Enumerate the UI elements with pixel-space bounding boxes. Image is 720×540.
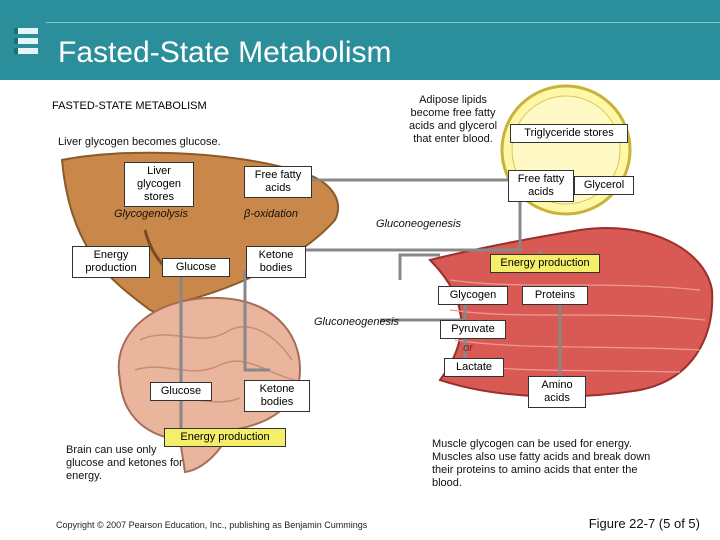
energy-brain-box: Energy production (164, 428, 286, 447)
slide-logo-icon (14, 28, 38, 62)
slide-title: Fasted-State Metabolism (58, 36, 392, 69)
gluconeogenesis-top-label: Gluconeogenesis (376, 218, 462, 230)
amino-acids-box: Amino acids (528, 376, 586, 408)
header-rule (46, 22, 720, 23)
ketone-liver-box: Ketone bodies (246, 246, 306, 278)
glucose-brain-box: Glucose (150, 382, 212, 401)
or-label: or (463, 342, 473, 354)
triglyceride-box: Triglyceride stores (510, 124, 628, 143)
fasted-state-label: FASTED-STATE METABOLISM (48, 98, 240, 115)
copyright-notice: Copyright © 2007 Pearson Education, Inc., publishing as Benjamin Cummings (56, 520, 368, 530)
ffa-liver-box: Free fatty acids (244, 166, 312, 198)
glucose-liver-box: Glucose (162, 258, 230, 277)
beta-oxidation-label: β-oxidation (244, 208, 298, 220)
energy-liver-box: Energy production (72, 246, 150, 278)
slide-header (0, 0, 720, 80)
muscle-glycogen-box: Glycogen (438, 286, 508, 305)
diagram-canvas (0, 80, 720, 540)
liver-glycogen-box: Liver glycogen stores (124, 162, 194, 207)
adipose-caption: Adipose lipids become free fatty acids and glycerol that enter blood. (408, 94, 498, 145)
figure-number: Figure 22-7 (5 of 5) (588, 516, 700, 531)
muscle-caption: Muscle glycogen can be used for energy. Muscles also use fatty acids and break down their proteins to amino acids that enter the blood. (432, 438, 651, 489)
brain-caption: Brain can use only glucose and ketones for energy. (66, 444, 183, 482)
pyruvate-box: Pyruvate (440, 320, 506, 339)
liver-caption: Liver glycogen becomes glucose. (58, 136, 221, 148)
ketone-brain-box: Ketone bodies (244, 380, 310, 412)
glycogenolysis-label: Glycogenolysis (114, 208, 188, 220)
energy-muscle-box: Energy production (490, 254, 600, 273)
glycerol-box: Glycerol (574, 176, 634, 195)
gluconeogenesis-mid-label: Gluconeogenesis (314, 316, 400, 328)
lactate-box: Lactate (444, 358, 504, 377)
proteins-box: Proteins (522, 286, 588, 305)
ffa-adipose-box: Free fatty acids (508, 170, 574, 202)
